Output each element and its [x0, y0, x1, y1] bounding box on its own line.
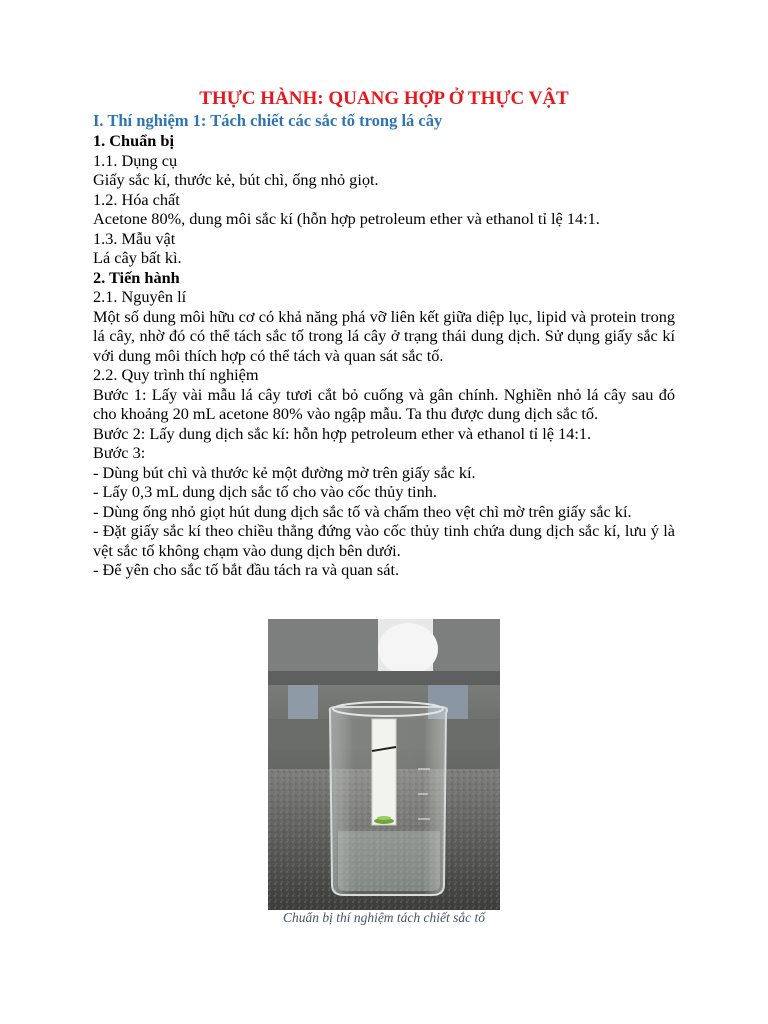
figure-caption: Chuẩn bị thí nghiệm tách chiết sắc tố [282, 910, 486, 925]
step-2: Bước 2: Lấy dung dịch sắc kí: hỗn hợp petroleum ether và ethanol tỉ lệ 14:1. [93, 423, 592, 443]
subheading-steps: 2.2. Quy trình thí nghiệm [93, 365, 259, 384]
step-1: Bước 1: Lấy vài mẫu lá cây tươi cắt bỏ cuống và gân chính. Nghiền nhỏ lá cây sau đó cho khoảng 20 mL acetone 80% vào ngập mẫu. Ta thu được dung dịch sắc tố. [93, 384, 675, 423]
heading-prep: 1. Chuẩn bị [93, 131, 174, 150]
subheading-principle: 2.1. Nguyên lí [93, 287, 187, 306]
subheading-sample: 1.3. Mẫu vật [93, 228, 176, 248]
bullet-5: - Để yên cho sắc tố bắt đầu tách ra và quan sát. [93, 560, 400, 579]
subheading-chemicals: 1.2. Hóa chất [93, 189, 180, 209]
page-title: THỰC HÀNH: QUANG HỢP Ở THỰC VẬT [199, 88, 569, 109]
tools-text: Giấy sắc kí, thước kẻ, bút chì, ống nhỏ giọt. [93, 170, 379, 189]
experiment-photo [268, 619, 500, 910]
chemicals-text: Acetone 80%, dung môi sắc kí (hỗn hợp petroleum ether và ethanol tỉ lệ 14:1. [93, 209, 600, 228]
bullet-3: - Dùng ống nhỏ giọt hút dung dịch sắc tố và chấm theo vệt chì mờ trên giấy sắc kí. [93, 501, 632, 521]
subheading-tools: 1.1. Dụng cụ [93, 150, 178, 170]
bullet-2: - Lấy 0,3 mL dung dịch sắc tố cho vào cốc thủy tinh. [93, 482, 437, 501]
bullet-1: - Dùng bút chì và thước kẻ một đường mờ trên giấy sắc kí. [93, 462, 476, 482]
section-heading: I. Thí nghiệm 1: Tách chiết các sắc tố trong lá cây [93, 111, 443, 130]
document-body [93, 88, 675, 580]
bullet-4: - Đặt giấy sắc kí theo chiều thẳng đứng vào cốc thủy tinh chứa dung dịch sắc kí, lưu ý là vệt sắc tố không chạm vào dung dịch bên dưới. [93, 521, 675, 560]
principle-paragraph: Một số dung môi hữu cơ có khả năng phá vỡ liên kết giữa diệp lục, lipid và protein trong lá cây, nhờ đó có thể tách sắc tố trong lá cây ở trạng thái dung dịch. Sử dụng giấy sắc kí với dung môi thích hợp có thể tách và quan sát sắc tố. [93, 306, 675, 365]
step-3: Bước 3: [93, 443, 146, 462]
sample-text: Lá cây bất kì. [93, 248, 182, 267]
heading-procedure: 2. Tiến hành [93, 267, 180, 287]
